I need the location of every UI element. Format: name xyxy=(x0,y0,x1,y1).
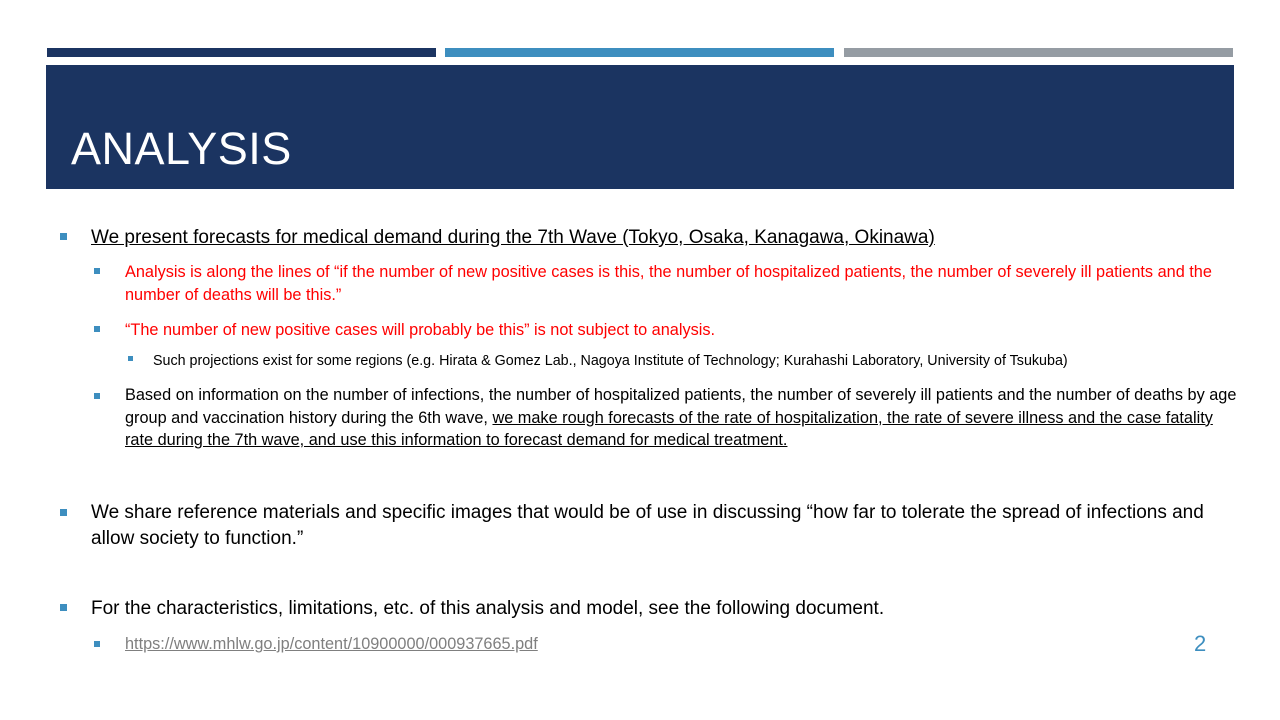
bullet-reference-materials: We share reference materials and specific images that would be of use in discussing “how far to tolerate the spread of infections and allow society to function.” xyxy=(91,502,1204,549)
bullet-not-subject: “The number of new positive cases will probably be this” is not subject to analysis. xyxy=(125,321,716,339)
bullet-marker xyxy=(94,641,100,647)
slide-title: ANALYSIS xyxy=(71,123,292,174)
bullet-marker xyxy=(128,356,133,361)
page-number: 2 xyxy=(1194,631,1207,656)
bullet-marker xyxy=(94,268,100,274)
bullet-marker xyxy=(60,233,67,240)
bullet-marker xyxy=(60,509,67,516)
bullet-projections-exist: Such projections exist for some regions (e.g. Hirata & Gomez Lab., Nagoya Institute of Technology; Kurahashi Laboratory, University of Tsukuba) xyxy=(153,353,1068,369)
bullet-marker xyxy=(60,604,67,611)
bullet-analysis-lines: Analysis is along the lines of “if the number of new positive cases is this, the number of hospitalized patients, the number of severely ill patients and the number of deaths will be this.” xyxy=(125,263,1212,304)
bullet-forecasts: We present forecasts for medical demand during the 7th Wave (Tokyo, Osaka, Kanagawa, Okinawa) xyxy=(91,227,935,248)
document-link[interactable]: https://www.mhlw.go.jp/content/10900000/000937665.pdf xyxy=(125,635,538,653)
bullet-based-on-information xyxy=(125,384,1237,452)
bullet-marker xyxy=(94,393,100,399)
bullet-marker xyxy=(94,326,100,332)
bullet-characteristics: For the characteristics, limitations, etc. of this analysis and model, see the following document. xyxy=(91,598,885,619)
based-on-underlined-text: we make rough forecasts of the rate of hospitalization, the rate of severe illness and the case fatality rate during the 7th wave, and use this information to forecast demand for medical treatment. xyxy=(125,408,1213,449)
based-on-plain-text: Based on information on the number of infections, the number of hospitalized patients, the number of severely ill patients and the number of deaths by age group and vaccination history during the 6th wave, xyxy=(125,386,1237,427)
